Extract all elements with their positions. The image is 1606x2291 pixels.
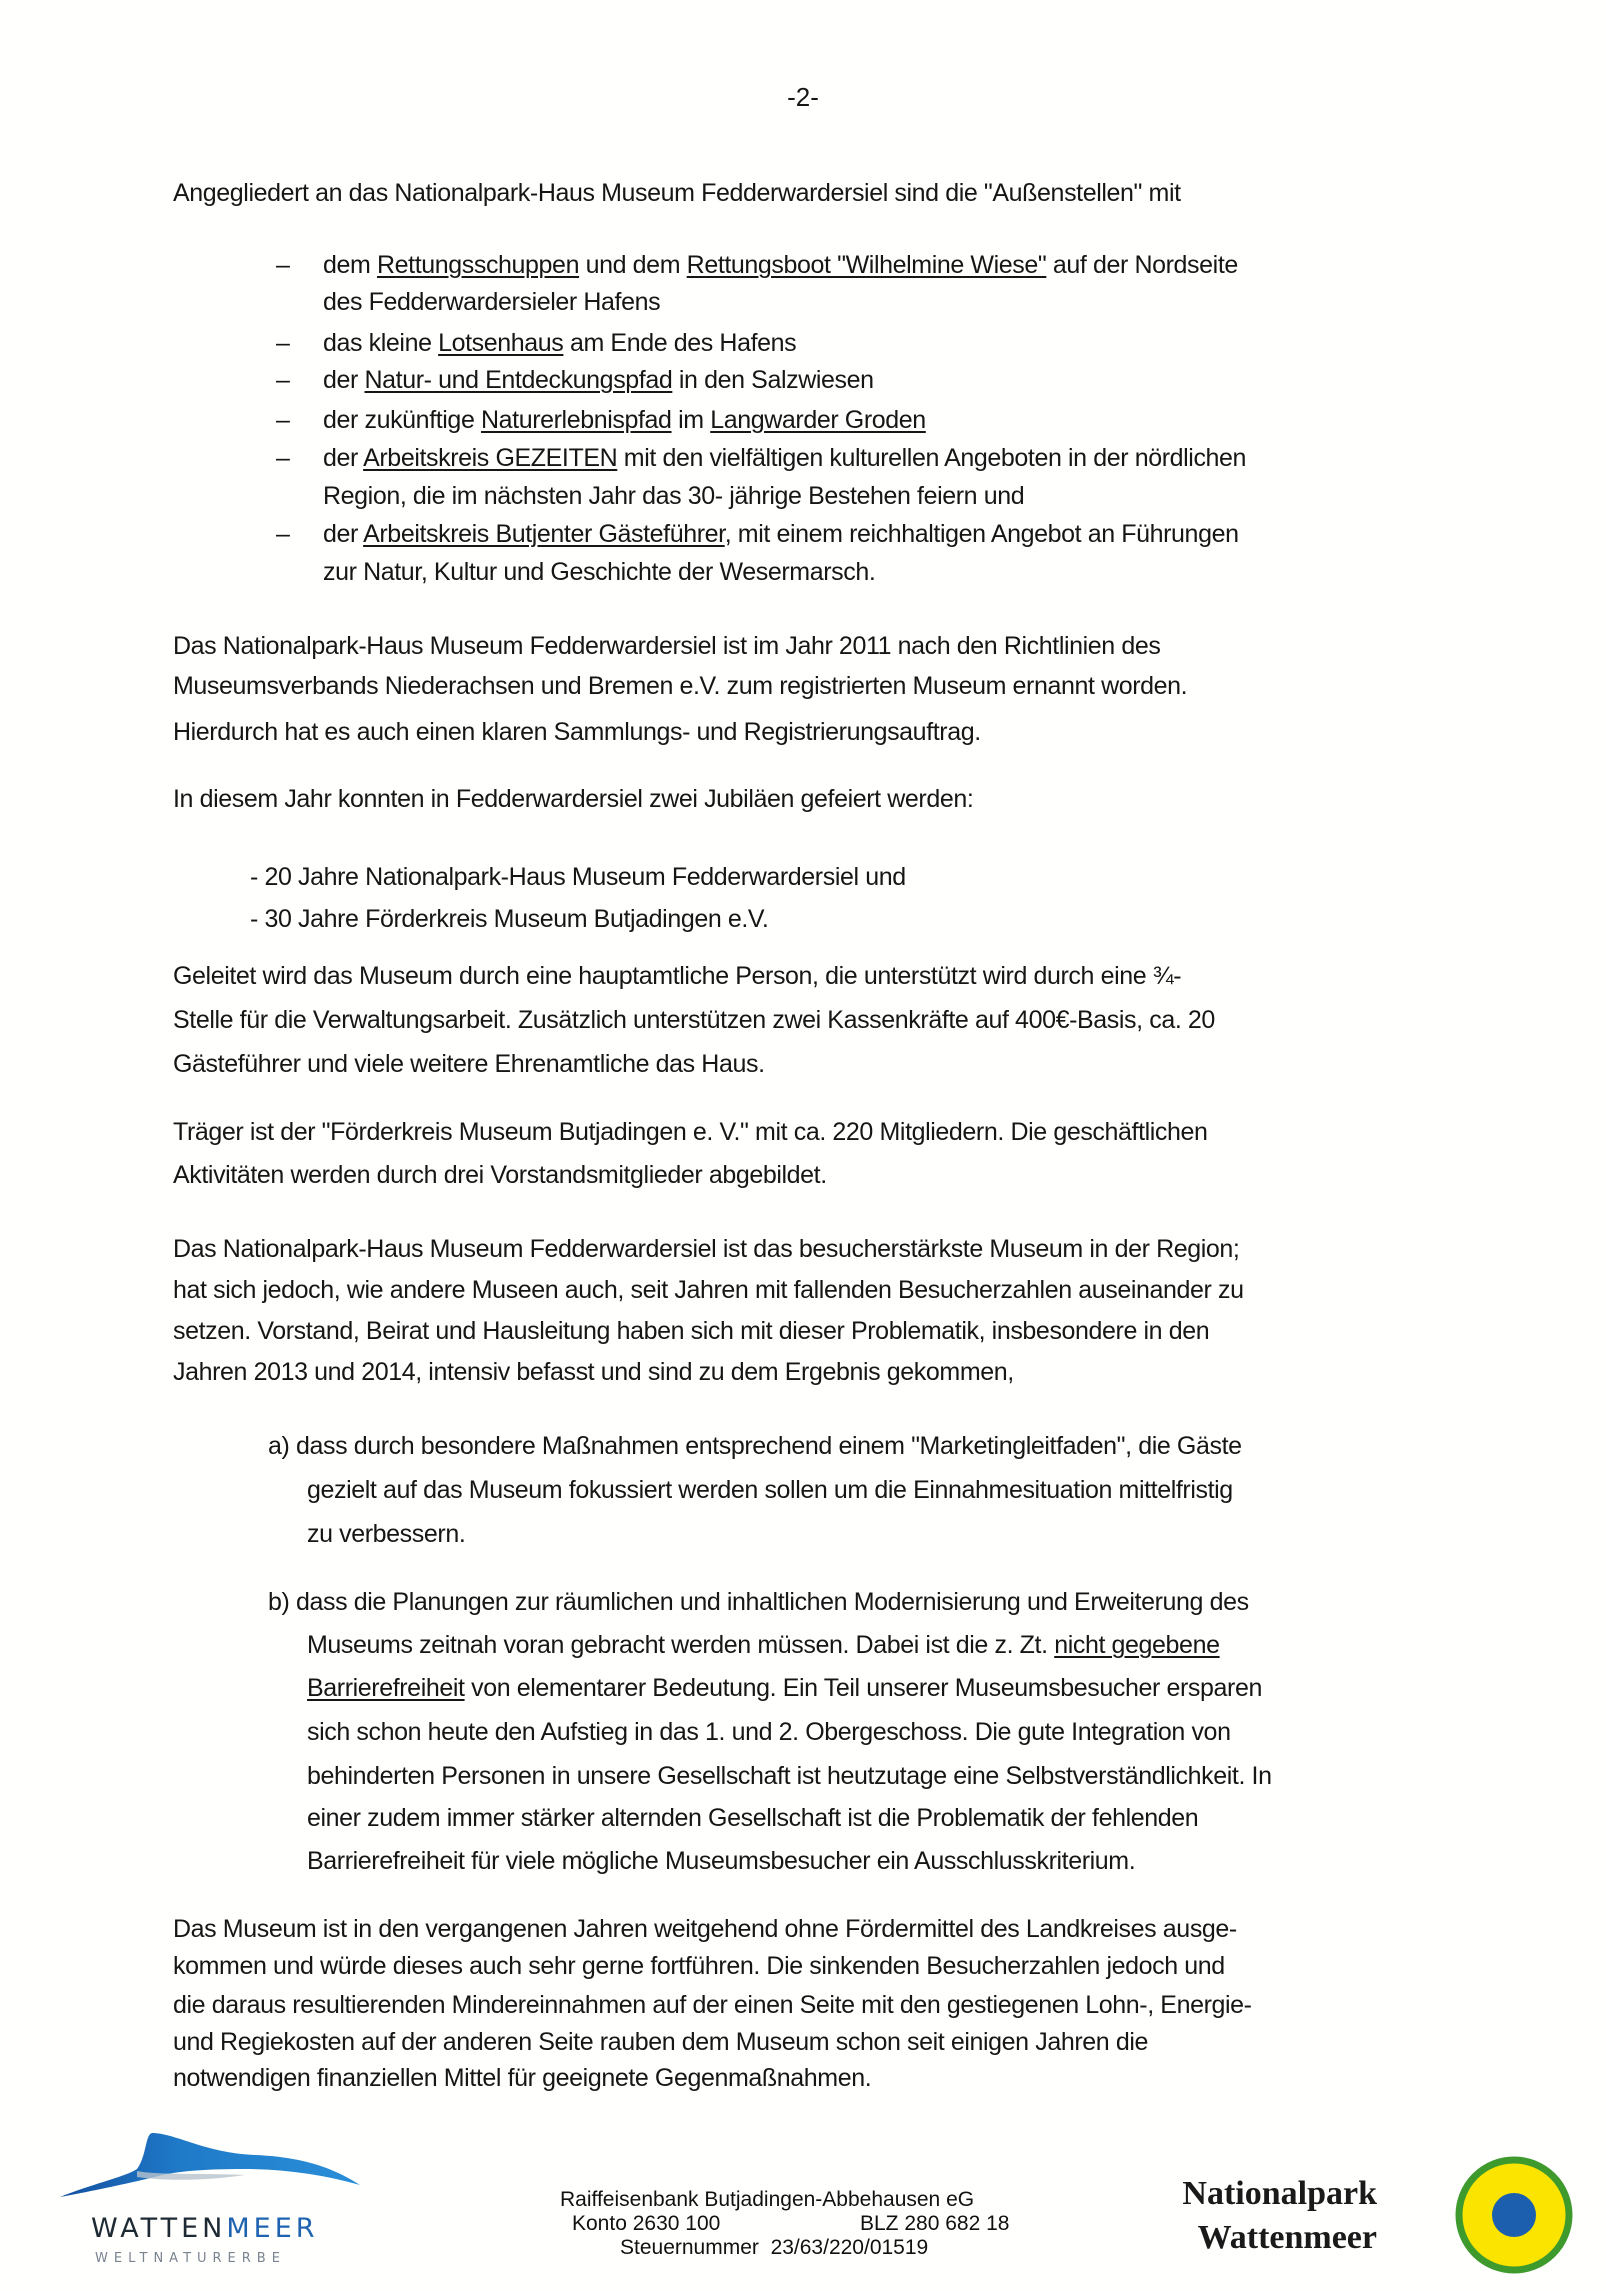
outpost-list-item-line xyxy=(323,365,874,395)
underlined-term: Naturerlebnispfad xyxy=(481,406,672,434)
visitor-numbers-paragraph: setzen. Vorstand, Beirat und Hausleitung haben sich mit dieser Problematik, insbesondere in den xyxy=(173,1317,1210,1345)
outpost-list-item-line xyxy=(323,557,875,587)
staff-paragraph: Geleitet wird das Museum durch eine hauptamtliche Person, die unterstützt wird durch eine ¾- xyxy=(173,962,1182,990)
bank-account-row xyxy=(560,2212,1060,2236)
list-bullet-dash: – xyxy=(276,366,290,394)
conclusion-item-line xyxy=(307,1630,1220,1660)
text-run: b) dass die Planungen zur räumlichen und inhaltlichen Modernisierung und Erweiterung des xyxy=(268,1588,1249,1616)
sponsor-paragraph: Aktivitäten werden durch drei Vorstandsmitglieder abgebildet. xyxy=(173,1161,827,1189)
staff-paragraph: Stelle für die Verwaltungsarbeit. Zusätzlich unterstützen zwei Kassenkräfte auf 400€-Basis, ca. 20 xyxy=(173,1006,1215,1034)
outpost-list-item-line xyxy=(323,519,1239,549)
sponsor-paragraph: Träger ist der "Förderkreis Museum Butjadingen e. V." mit ca. 220 Mitgliedern. Die geschäftlichen xyxy=(173,1118,1208,1146)
wave-logo-icon xyxy=(55,2125,365,2205)
jubilees-intro: In diesem Jahr konnten in Fedderwardersiel zwei Jubiläen gefeiert werden: xyxy=(173,785,974,813)
jubilee-item: - 20 Jahre Nationalpark-Haus Museum Fedderwardersiel und xyxy=(250,863,906,891)
conclusion-item-line xyxy=(268,1431,1242,1461)
blz-label: BLZ xyxy=(860,2212,899,2235)
funding-paragraph: und Regiekosten auf der anderen Seite rauben dem Museum schon seit einigen Jahren die xyxy=(173,2028,1148,2056)
text-run: Museums zeitnah voran gebracht werden müssen. Dabei ist die z. Zt. xyxy=(307,1631,1055,1659)
list-bullet-dash: – xyxy=(276,520,290,548)
funding-paragraph: Das Museum ist in den vergangenen Jahren weitgehend ohne Fördermittel des Landkreises ausge- xyxy=(173,1915,1237,1943)
conclusion-item-line xyxy=(307,1846,1135,1876)
conclusion-item-line xyxy=(307,1761,1272,1791)
underlined-term: Arbeitskreis Butjenter Gästeführer xyxy=(363,520,725,548)
underlined-term: Lotsenhaus xyxy=(438,329,564,357)
intro-paragraph: Angegliedert an das Nationalpark-Haus Museum Fedderwardersiel sind die "Außenstellen" mit xyxy=(173,179,1181,207)
outpost-list-item-line xyxy=(323,328,796,358)
visitor-numbers-paragraph: Das Nationalpark-Haus Museum Fedderwardersiel ist das besucherstärkste Museum in der Region; xyxy=(173,1235,1240,1263)
visitor-numbers-paragraph: hat sich jedoch, wie andere Museen auch, seit Jahren mit fallenden Besucherzahlen auseinander zu xyxy=(173,1276,1244,1304)
blz-value: 280 682 18 xyxy=(904,2212,1010,2235)
funding-paragraph: kommen und würde dieses auch sehr gerne fortführen. Die sinkenden Besucherzahlen jedoch und xyxy=(173,1952,1225,1980)
text-run: Barrierefreiheit für viele mögliche Museumsbesucher ein Ausschlusskriterium. xyxy=(307,1847,1136,1875)
outpost-list-item-line xyxy=(323,405,926,435)
list-bullet-dash: – xyxy=(276,251,290,279)
funding-paragraph: die daraus resultierenden Mindereinnahmen auf der einen Seite mit den gestiegenen Lohn-, Energie- xyxy=(173,1991,1252,2019)
outpost-list-item-line xyxy=(323,250,1238,280)
conclusion-item-line xyxy=(307,1673,1262,1703)
konto xyxy=(572,2212,720,2236)
text-run: , mit einem reichhaltigen Angebot an Führungen xyxy=(724,520,1239,548)
conclusion-item-line xyxy=(307,1803,1198,1833)
list-bullet-dash: – xyxy=(276,406,290,434)
conclusion-item-line xyxy=(307,1475,1233,1505)
nationalpark-line: Nationalpark xyxy=(1182,2175,1377,2212)
text-run: am Ende des Hafens xyxy=(563,329,797,357)
wordmark-meer: MEER xyxy=(226,2213,319,2244)
text-run: a) dass durch besondere Maßnahmen entsprechend einem "Marketingleitfaden", die Gäste xyxy=(268,1432,1242,1460)
registered-museum-paragraph: Museumsverbands Niederachsen und Bremen e.V. zum registrierten Museum ernannt worden. xyxy=(173,672,1188,700)
underlined-term: Rettungsboot "Wilhelmine Wiese" xyxy=(686,251,1047,279)
underlined-term: Arbeitskreis GEZEITEN xyxy=(363,444,618,472)
text-run: sich schon heute den Aufstieg in das 1. und 2. Obergeschoss. Die gute Integration von xyxy=(307,1718,1231,1746)
staff-paragraph: Gästeführer und viele weitere Ehrenamtliche das Haus. xyxy=(173,1050,765,1078)
konto-value: 2630 100 xyxy=(632,2212,721,2235)
list-bullet-dash: – xyxy=(276,444,290,472)
text-run: in den Salzwiesen xyxy=(672,366,874,394)
weltnaturerbe-subtitle: WELTNATURERBE xyxy=(95,2251,286,2266)
konto-label: Konto xyxy=(572,2212,627,2235)
text-run: das kleine xyxy=(323,329,439,357)
text-run: der xyxy=(323,444,364,472)
bank-details xyxy=(560,2188,1060,2260)
letterhead-footer xyxy=(0,2110,1606,2291)
funding-paragraph: notwendigen finanziellen Mittel für geeignete Gegenmaßnahmen. xyxy=(173,2064,872,2092)
wattenmeer-weltnaturerbe-logo xyxy=(55,2125,365,2275)
bank-name-text: Raiffeisenbank Butjadingen-Abbehausen eG xyxy=(560,2188,975,2211)
underlined-term: Barrierefreiheit xyxy=(307,1674,465,1702)
list-bullet-dash: – xyxy=(276,329,290,357)
text-run: Region, die im nächsten Jahr das 30- jährige Bestehen feiern und xyxy=(323,482,1025,510)
text-run: der zukünftige xyxy=(323,406,481,434)
registered-museum-paragraph: Das Nationalpark-Haus Museum Fedderwardersiel ist im Jahr 2011 nach den Richtlinien des xyxy=(173,632,1161,660)
wattenmeer-wordmark xyxy=(91,2213,319,2244)
text-run: von elementarer Bedeutung. Ein Teil unserer Museumsbesucher ersparen xyxy=(464,1674,1262,1702)
conclusion-item-line xyxy=(307,1717,1231,1747)
wattenmeer-line: Wattenmeer xyxy=(1197,2219,1377,2256)
tax-number xyxy=(620,2236,928,2260)
text-run: auf der Nordseite xyxy=(1046,251,1238,279)
bank-name xyxy=(560,2188,1060,2212)
tax-label: Steuernummer xyxy=(620,2236,759,2259)
tax-value: 23/63/220/01519 xyxy=(770,2236,929,2259)
text-run: dem xyxy=(323,251,377,279)
text-run: des Fedderwardersieler Hafens xyxy=(323,288,661,316)
text-run: im xyxy=(671,406,711,434)
nationalpark-circle-logo-icon xyxy=(1454,2155,1574,2275)
outpost-list-item-line xyxy=(323,287,660,317)
registered-museum-paragraph: Hierdurch hat es auch einen klaren Sammlungs- und Registrierungsauftrag. xyxy=(173,718,981,746)
underlined-term: Langwarder Groden xyxy=(710,406,926,434)
page-number: -2- xyxy=(787,82,819,112)
text-run: zur Natur, Kultur und Geschichte der Wesermarsch. xyxy=(323,558,876,586)
visitor-numbers-paragraph: Jahren 2013 und 2014, intensiv befasst und sind zu dem Ergebnis gekommen, xyxy=(173,1358,1014,1386)
tax-number-row xyxy=(560,2236,1060,2260)
text-run: gezielt auf das Museum fokussiert werden sollen um die Einnahmesituation mittelfristig xyxy=(307,1476,1233,1504)
wordmark-watten: WATTEN xyxy=(91,2213,227,2244)
text-run: der xyxy=(323,366,365,394)
text-run: zu verbessern. xyxy=(307,1520,466,1548)
text-run: mit den vielfältigen kulturellen Angeboten in der nördlichen xyxy=(617,444,1247,472)
conclusion-item-line xyxy=(307,1519,465,1549)
text-run: und dem xyxy=(579,251,687,279)
jubilee-item: - 30 Jahre Förderkreis Museum Butjadingen e.V. xyxy=(250,905,769,933)
outpost-list-item-line xyxy=(323,443,1246,473)
conclusion-item-line xyxy=(268,1587,1249,1617)
underlined-term: Natur- und Entdeckungspfad xyxy=(364,366,673,394)
blz xyxy=(860,2212,1009,2236)
text-run: der xyxy=(323,520,364,548)
nationalpark-wattenmeer-wordmark xyxy=(1162,2172,1377,2260)
outpost-list-item-line xyxy=(323,481,1024,511)
text-run: einer zudem immer stärker alternden Gesellschaft ist die Problematik der fehlenden xyxy=(307,1804,1199,1832)
underlined-term: Rettungsschuppen xyxy=(376,251,580,279)
text-run: behinderten Personen in unsere Gesellschaft ist heutzutage eine Selbstverständlichkeit. In xyxy=(307,1762,1272,1790)
underlined-term: nicht gegebene xyxy=(1054,1631,1220,1659)
